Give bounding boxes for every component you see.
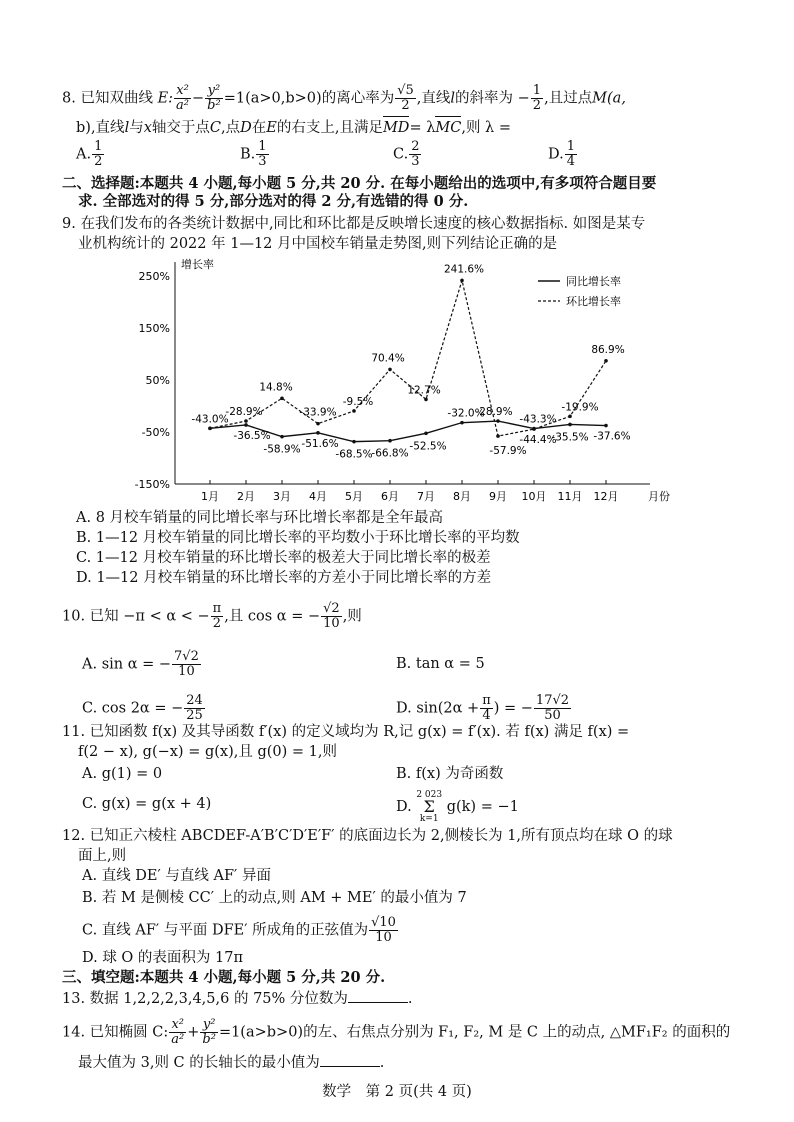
data-label: -68.5% xyxy=(335,448,373,461)
y-tick-label: 50% xyxy=(145,374,170,387)
data-label: -37.6% xyxy=(593,430,631,443)
data-label: -43.3% xyxy=(519,413,557,426)
data-label: -51.6% xyxy=(301,437,339,450)
q11-option-d[interactable]: D. 2 023 Σ k=1 g(k) = −1 xyxy=(396,790,519,824)
q8-text: 已知双曲线 xyxy=(80,90,153,107)
q8-text: D xyxy=(240,120,252,136)
section2-heading: 二、选择题:本题共 4 小题,每小题 5 分,共 20 分. 在每小题给出的选项中,有多项符合题目要 xyxy=(62,175,657,192)
q8-text: 的右支上,且满足 xyxy=(276,120,383,136)
data-label: -33.9% xyxy=(299,406,337,419)
x-axis-label: 月份 xyxy=(648,490,670,503)
data-label: -9.5% xyxy=(342,395,374,408)
q11-stem-line2: f(2 − x), g(−x) = g(x),且 g(0) = 1,则 xyxy=(78,744,337,760)
data-label: 12.7% xyxy=(407,384,441,397)
data-label: -28.9% xyxy=(225,406,263,419)
data-label: -32.0% xyxy=(447,407,485,420)
q8-line1: 8. 已知双曲线 E: $\frac{\text{x²}}{\text{a²}}$ − $\frac{\text{y²}}{\text{b²}}$ =1(a>0,b>0)的离心率为 $\frac{√5}{2}$ ,直线l的斜率为 − $\frac{1}{2}$ ,且过点M(a, xyxy=(62,83,626,113)
data-point xyxy=(460,279,464,283)
y-tick-label: -150% xyxy=(134,478,170,491)
x-tick-label: 4月 xyxy=(309,490,327,503)
q9-option-a[interactable]: A. 8 月校车销量的同比增长率与环比增长率都是全年最高 xyxy=(76,510,444,526)
data-label: -58.9% xyxy=(263,443,301,456)
q11-option-a[interactable]: A. g(1) = 0 xyxy=(82,766,163,782)
data-label: -52.5% xyxy=(409,440,447,453)
data-label: -66.8% xyxy=(371,447,409,460)
vector-mc: MC xyxy=(435,120,462,136)
data-point xyxy=(244,419,248,423)
q12-option-d[interactable]: D. 球 O 的表面积为 17π xyxy=(82,950,244,966)
q8-option-d[interactable]: D. $\frac{1}{4}$ xyxy=(548,139,575,169)
data-label: -36.5% xyxy=(233,429,271,442)
data-label: -28.9% xyxy=(475,406,513,419)
q8-text: E: xyxy=(157,90,174,107)
q8-frac-y2b2: $\frac{\text{y²}}{\text{b²}}$ xyxy=(207,83,221,113)
data-point xyxy=(280,435,284,439)
data-label: -57.9% xyxy=(489,445,527,458)
data-point xyxy=(388,439,392,443)
data-label: -43.0% xyxy=(191,413,229,426)
x-tick-label: 2月 xyxy=(237,490,255,503)
section3-heading: 三、填空题:本题共 4 小题,每小题 5 分,共 20 分. xyxy=(62,969,386,986)
data-label: 86.9% xyxy=(591,343,625,356)
x-tick-label: 8月 xyxy=(453,490,471,503)
data-point xyxy=(388,368,392,372)
q8-text: = λ xyxy=(409,120,436,136)
q8-text: ,则 λ = xyxy=(461,120,512,136)
q10-stem: 10. 已知 −π < α < − $\frac{\pi}{2}$ ,且 cos α = − $\frac{√2}{10}$ ,则 xyxy=(62,601,362,631)
data-point xyxy=(496,434,500,438)
q12-option-a[interactable]: A. 直线 DE′ 与直线 AF′ 异面 xyxy=(82,868,271,884)
data-point xyxy=(244,423,248,427)
q8-text: M(a, xyxy=(592,90,626,107)
x-tick-label: 3月 xyxy=(273,490,291,503)
x-tick-label: 1月 xyxy=(201,490,219,503)
y-axis-label: 增长率 xyxy=(181,258,214,271)
data-point xyxy=(604,424,608,428)
data-label: -35.5% xyxy=(551,431,589,444)
q8-text: C xyxy=(209,120,221,136)
data-label: -19.9% xyxy=(561,401,599,414)
data-point xyxy=(604,359,608,363)
q9-stem-line1: 9. 在我们发布的各类统计数据中,同比和环比都是反映增长速度的核心数据指标. 如图是某专 xyxy=(62,216,646,232)
data-point xyxy=(280,397,284,401)
y-tick-label: 250% xyxy=(138,270,170,283)
y-tick-label: 150% xyxy=(138,322,170,335)
q8-line2 xyxy=(76,118,511,138)
q8-text: l xyxy=(450,90,456,107)
sales-growth-chart xyxy=(120,254,680,510)
q8-option-a[interactable]: A. $\frac{1}{2}$ xyxy=(76,139,103,169)
data-label: 14.8% xyxy=(259,381,293,394)
legend-yoy: 同比增长率 xyxy=(566,275,621,288)
q8-text: E xyxy=(266,120,277,136)
q10-option-d[interactable]: D. sin(2α + $\frac{\pi}{4}$ ) = − $\frac{17√2}{50}$ xyxy=(396,693,570,723)
q8-text: ,且过点 xyxy=(544,90,593,107)
q8-frac-x2a2: $\frac{\text{x²}}{\text{a²}}$ xyxy=(176,83,190,113)
data-point xyxy=(568,415,572,419)
x-tick-label: 9月 xyxy=(489,490,507,503)
q10-option-b[interactable]: B. tan α = 5 xyxy=(396,656,485,672)
q8-text: x xyxy=(143,120,152,136)
x-tick-label: 5月 xyxy=(345,490,363,503)
data-point xyxy=(424,398,428,402)
data-point xyxy=(460,421,464,425)
q8-text: l xyxy=(124,120,130,136)
x-tick-label: 11月 xyxy=(557,490,583,503)
q12-stem-line2: 面上,则 xyxy=(78,848,127,864)
q10-option-c[interactable]: C. cos 2α = − $\frac{24}{25}$ xyxy=(82,693,203,723)
q13-answer-blank[interactable] xyxy=(348,988,408,1003)
page-footer: 数学 第 2 页(共 4 页) xyxy=(322,1084,472,1100)
data-point xyxy=(208,427,212,431)
q8-text: ,直线 xyxy=(416,90,451,107)
data-point xyxy=(352,409,356,413)
q8-text: b),直线 xyxy=(76,120,125,136)
q11-option-b[interactable]: B. f(x) 为奇函数 xyxy=(396,766,504,782)
x-tick-label: 10月 xyxy=(521,490,547,503)
data-point xyxy=(352,440,356,444)
x-tick-label: 6月 xyxy=(381,490,399,503)
q8-option-c[interactable]: C. $\frac{2}{3}$ xyxy=(393,139,420,169)
q12-option-b[interactable]: B. 若 M 是侧棱 CC′ 上的动点,则 AM + ME′ 的最小值为 7 xyxy=(82,890,467,906)
q9-stem-line2: 业机构统计的 2022 年 1—12 月中国校车销量走势图,则下列结论正确的是 xyxy=(78,236,558,252)
q11-stem-line1: 11. 已知函数 f(x) 及其导函数 f′(x) 的定义域均为 R,记 g(x) = f′(x). 若 f(x) 满足 f(x) = xyxy=(62,724,630,740)
vector-md: MD xyxy=(382,120,410,136)
x-tick-label: 7月 xyxy=(417,490,435,503)
data-label: 70.4% xyxy=(371,352,405,365)
data-label: 241.6% xyxy=(443,263,485,276)
data-point xyxy=(532,427,536,431)
q8-text: 的斜率为 − xyxy=(455,90,530,107)
q9-option-d[interactable]: D. 1—12 月校车销量的环比增长率的方差小于同比增长率的方差 xyxy=(76,570,492,586)
x-tick-label: 12月 xyxy=(593,490,619,503)
q9-option-c[interactable]: C. 1—12 月校车销量的环比增长率的极差大于同比增长率的极差 xyxy=(76,550,491,566)
q8-text: ,点 xyxy=(221,120,241,136)
q10-option-a[interactable]: A. sin α = − $\frac{7√2}{10}$ xyxy=(82,649,199,679)
data-point xyxy=(316,422,320,426)
data-point xyxy=(568,423,572,427)
section2-heading-cont: 求. 全部选对的得 5 分,部分选对的得 2 分,有选错的得 0 分. xyxy=(78,193,469,210)
q11-option-c[interactable]: C. g(x) = g(x + 4) xyxy=(82,796,212,812)
q8-frac-half: $\frac{1}{2}$ xyxy=(532,83,542,113)
data-point xyxy=(424,432,428,436)
data-point xyxy=(496,419,500,423)
q14-answer-blank[interactable] xyxy=(320,1052,380,1067)
q13-stem: 13. 数据 1,2,2,2,3,4,5,6 的 75% 分位数为 . xyxy=(62,988,413,1009)
legend-mom: 环比增长率 xyxy=(566,295,621,308)
q8-number: 8. xyxy=(62,90,76,107)
data-label: -44.4% xyxy=(519,434,557,447)
q14-stem-line1: 14. 已知椭圆 C: $\frac{\text{x²}}{\text{a²}}$ + $\frac{\text{y²}}{\text{b²}}$ =1(a>b>0)的左、右焦点分别为 F₁, F₂, M 是 C 上的动点, △MF₁F₂ 的面积的 xyxy=(62,1017,731,1047)
q8-text: 在 xyxy=(251,120,267,136)
q12-stem-line1: 12. 已知正六棱柱 ABCDEF-A′B′C′D′E′F′ 的底面边长为 2,侧棱长为 1,所有顶点均在球 O 的球 xyxy=(62,828,673,844)
data-point xyxy=(316,431,320,435)
q12-option-c[interactable]: C. 直线 AF′ 与平面 DFE′ 所成角的正弦值为 $\frac{√10}{10}$ xyxy=(82,915,396,945)
q8-option-b[interactable]: B. $\frac{1}{3}$ xyxy=(240,139,267,169)
q14-stem-line2: 最大值为 3,则 C 的长轴长的最小值为 . xyxy=(78,1052,384,1073)
q8-text: 与 xyxy=(129,120,144,136)
y-tick-label: -50% xyxy=(141,426,170,439)
q8-text: 轴交于点 xyxy=(151,120,210,136)
q9-option-b[interactable]: B. 1—12 月校车销量的同比增长率的平均数小于环比增长率的平均数 xyxy=(76,530,520,546)
q8-text: =1(a>0,b>0)的离心率为 xyxy=(223,90,395,107)
q8-frac-sqrt5: $\frac{√5}{2}$ xyxy=(397,83,414,113)
